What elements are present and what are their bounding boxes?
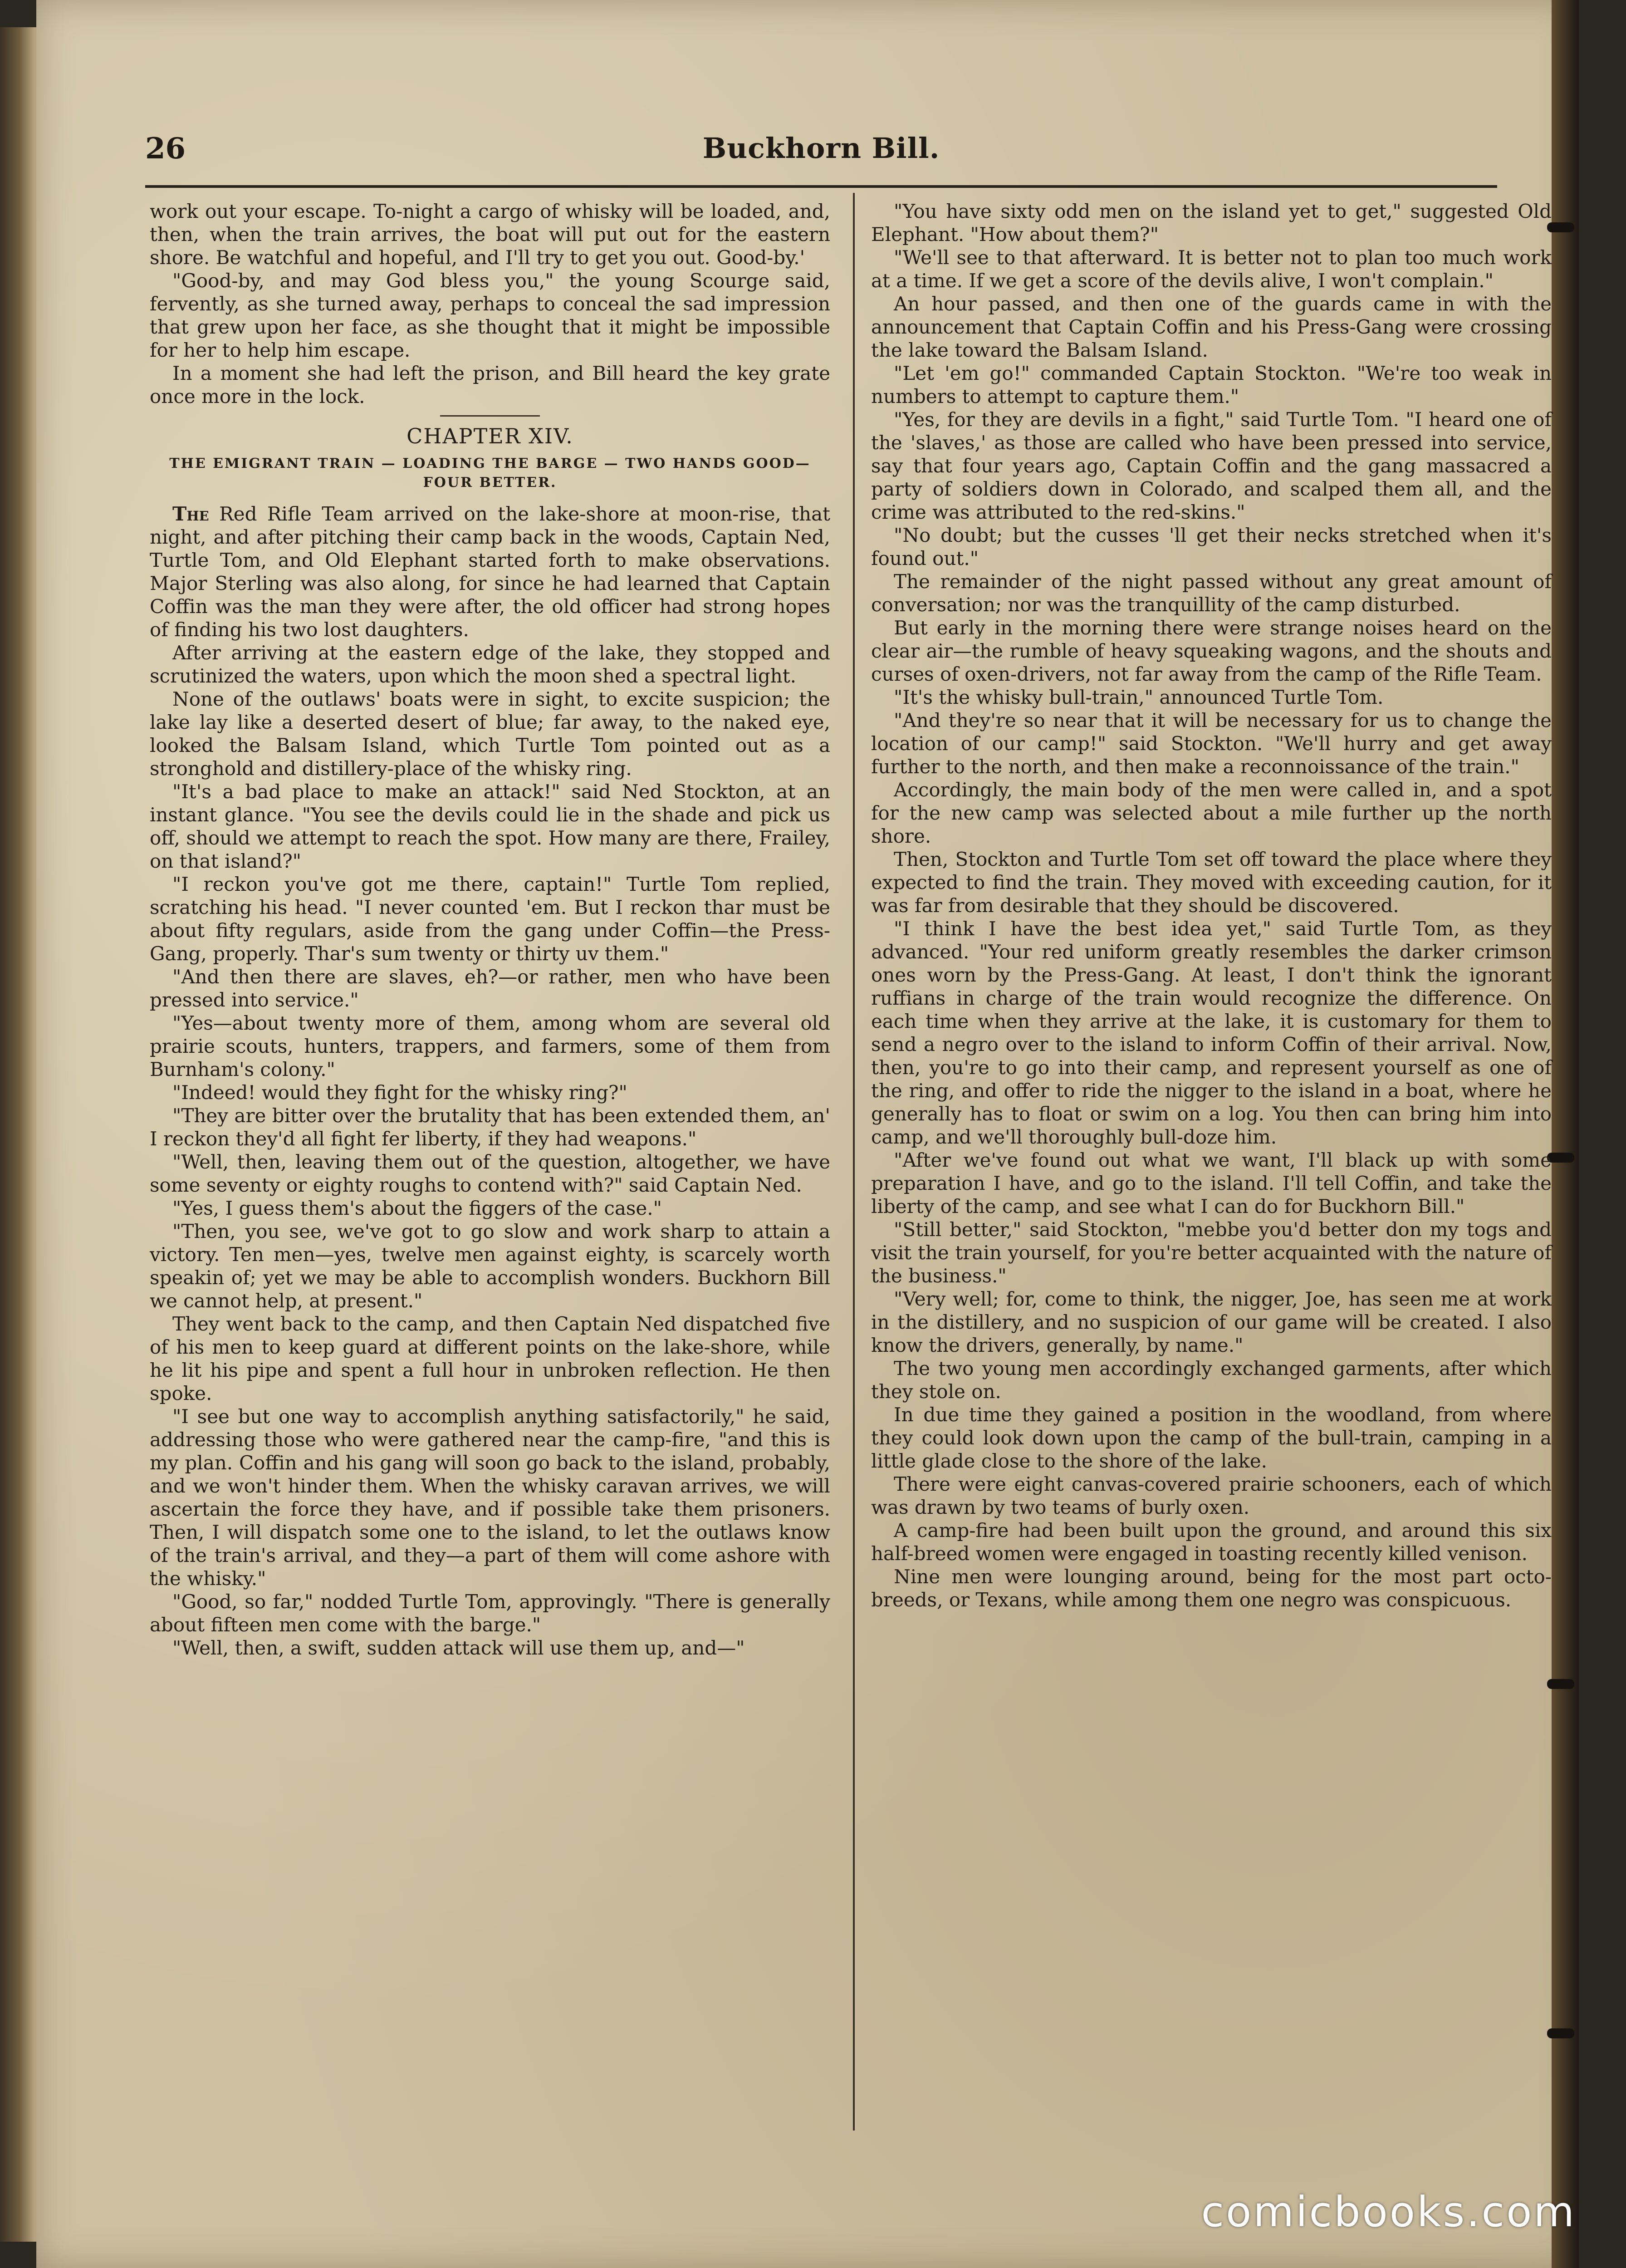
paragraph: Accordingly, the main body of the men were called in, and a spot for the new camp was selected about a mile further up the north shore. [871, 779, 1552, 847]
paragraph: "And they're so near that it will be necessary for us to change the location of our camp!" said Stockton. "We'll hurry and get away further to the north, and then make a reconnoissance of the train." [871, 709, 1552, 778]
paragraph: "We'll see to that afterward. It is better not to plan too much work at a time. If we get a score of the devils alive, I won't complain." [871, 246, 1552, 292]
paragraph: "Indeed! would they fight for the whisky ring?" [172, 1081, 627, 1104]
paragraph: None of the outlaws' boats were in sight, to excite suspicion; the lake lay like a deserted desert of blue; far away, to the naked eye, looked the Balsam Island, which Turtle Tom pointed out as a stronghold and distillery-place of the whisky ring. [150, 688, 830, 780]
paragraph: "I reckon you've got me there, captain!" Turtle Tom replied, scratching his head. "I never counted 'em. But I reckon thar must be about fifty regulars, aside from the gang under Coffin—the Press-Gang, properly. Thar's sum twenty or thirty uv them." [150, 873, 830, 965]
paragraph: "Good-by, and may God bless you," the young Scourge said, fervently, as she turned away, perhaps to conceal the sad impression that grew upon her face, as she thought that it might be impossible for her to help him escape. [150, 270, 830, 361]
chapter-rule [440, 415, 540, 417]
paragraph: "Still better," said Stockton, "mebbe you'd better don my togs and visit the train yourself, for you're better acquainted with the nature of the business." [871, 1218, 1552, 1287]
paragraph: They went back to the camp, and then Captain Ned dispatched five of his men to keep guard at different points on the lake-shore, while he lit his pipe and spent a full hour in unbroken reflection. He then spoke. [150, 1313, 830, 1404]
paragraph: In due time they gained a position in the woodland, from where they could look down upon the camp of the bull-train, camping in a little glade close to the shore of the lake. [871, 1404, 1552, 1472]
paragraph: "It's a bad place to make an attack!" said Ned Stockton, at an instant glance. "You see the devils could lie in the shade and pick us off, should we attempt to reach the spot. How many are there, Frailey, on that island?" [150, 781, 830, 872]
paragraph: "Very well; for, come to think, the nigger, Joe, has seen me at work in the distillery, and no suspicion of our game will be created. I also know the drivers, generally, by name." [871, 1288, 1552, 1356]
paragraph: "They are bitter over the brutality that has been extended them, an' I reckon they'd all fight fer liberty, if they had weapons." [150, 1105, 830, 1150]
paragraph: "Then, you see, we've got to go slow and work sharp to attain a victory. Ten men—yes, twelve men against eighty, is scarcely worth speakin of; yet we may be able to accomplish wonders. Buckhorn Bill we cannot help, at present." [150, 1220, 830, 1312]
paragraph: An hour passed, and then one of the guards came in with the announcement that Captain Coffin and his Press-Gang were crossing the lake toward the Balsam Island. [871, 293, 1552, 361]
opening-text: Red Rifle Team arrived on the lake-shore at moon-rise, that night, and after pitching their camp back in the woods, Captain Ned, Turtle Tom, and Old Elephant started forth to make observations. Major Sterling was also along, for since he had learned that Captain Coffin was the man they were after, the old officer had strong hopes of finding his two lost daughters. [150, 503, 830, 641]
paragraph: "No doubt; but the cusses 'll get their necks stretched when it's found out." [871, 524, 1552, 569]
page-number: 26 [145, 132, 186, 166]
binding-edge [1552, 0, 1579, 2268]
paragraph: "Yes, for they are devils in a fight," said Turtle Tom. "I heard one of the 'slaves,' as those are called who have been pressed into service, say that four years ago, Captain Coffin and the gang massacred a party of soldiers down in Colorado, and scalped them all, and the crime was attributed to the red-skins." [871, 408, 1552, 523]
column-divider [853, 193, 855, 2131]
paragraph: There were eight canvas-covered prairie schooners, each of which was drawn by two teams of burly oxen. [871, 1473, 1552, 1518]
chapter-opening-paragraph [150, 502, 830, 641]
paragraph: Nine men were lounging around, being for the most part octo-breeds, or Texans, while among them one negro was conspicuous. [871, 1566, 1552, 1611]
chapter-summary: THE EMIGRANT TRAIN — LOADING THE BARGE — TWO HANDS GOOD—FOUR BETTER. [169, 456, 811, 491]
paragraph: work out your escape. To-night a cargo of whisky will be loaded, and, then, when the train arrives, the boat will put out for the eastern shore. Be watchful and hopeful, and I'll try to get you out. Good-by.' [150, 200, 830, 269]
paragraph: Then, Stockton and Turtle Tom set off toward the place where they expected to find the train. They moved with exceeding caution, for it was far from desirable that they should be discovered. [871, 848, 1552, 917]
binding-hole [1547, 2028, 1574, 2038]
paragraph: "After we've found out what we want, I'll black up with some preparation I have, and go to the island. I'll tell Coffin, and take the liberty of the camp, and see what I can do for Buckhorn Bill." [871, 1149, 1552, 1217]
paragraph: The two young men accordingly exchanged garments, after which they stole on. [871, 1357, 1552, 1403]
paragraph: But early in the morning there were strange noises heard on the clear air—the rumble of heavy squeaking wagons, and the shouts and curses of oxen-drivers, not far away from the camp of the Rifle Team. [871, 617, 1552, 685]
paragraph: "Let 'em go!" commanded Captain Stockton. "We're too weak in numbers to attempt to capture them." [871, 362, 1552, 407]
running-title: Buckhorn Bill. [702, 132, 940, 165]
chapter-heading: CHAPTER XIV. [406, 424, 573, 448]
paragraph: "Yes—about twenty more of them, among whom are several old prairie scouts, hunters, trappers, and farmers, some of them from Burnham's colony." [150, 1012, 830, 1080]
paragraph: "And then there are slaves, eh?—or rather, men who have been pressed into service." [150, 966, 830, 1011]
left-column [150, 200, 830, 1659]
paragraph: "You have sixty odd men on the island yet to get," suggested Old Elephant. "How about them?" [871, 200, 1552, 245]
paragraph: A camp-fire had been built upon the ground, and around this six half-breed women were engaged in toasting recently killed venison. [871, 1519, 1552, 1565]
paragraph: "Well, then, a swift, sudden attack will use them up, and—" [172, 1637, 745, 1659]
binding-hole [1547, 1679, 1574, 1689]
header-rule [145, 185, 1497, 188]
right-column [871, 200, 1552, 1611]
opening-word: The [172, 503, 209, 525]
paragraph: "Yes, I guess them's about the figgers of the case." [172, 1197, 662, 1219]
paragraph: "I see but one way to accomplish anything satisfactorily," he said, addressing those who were gathered near the camp-fire, "and this is my plan. Coffin and his gang will soon go back to the island, probably, and we won't hinder them. When the whisky caravan arrives, we will ascertain the force they have, and if possible take them prisoners. Then, I will dispatch some one to the island, to let the outlaws know of the train's arrival, and they—a part of them will come ashore with the whisky." [150, 1405, 830, 1590]
paragraph: In a moment she had left the prison, and Bill heard the key grate once more in the lock. [150, 362, 830, 407]
page-header [145, 132, 1497, 186]
paragraph: After arriving at the eastern edge of the lake, they stopped and scrutinized the waters, upon which the moon shed a spectral light. [150, 642, 830, 687]
site-watermark: comicbooks.com [1201, 2188, 1576, 2236]
paragraph: The remainder of the night passed without any great amount of conversation; nor was the tranquillity of the camp disturbed. [871, 570, 1552, 616]
paragraph: "Well, then, leaving them out of the question, altogether, we have some seventy or eighty roughs to contend with?" said Captain Ned. [150, 1151, 830, 1196]
paragraph: "I think I have the best idea yet," said Turtle Tom, as they advanced. "Your red uniform greatly resembles the darker crimson ones worn by the Press-Gang. At least, I don't think the ignorant ruffians in charge of the train would recognize the difference. On each time when they arrive at the lake, it is customary for them to send a negro over to the island to inform Coffin of their arrival. Now, then, you're to go into their camp, and represent yourself as one of the ring, and offer to ride the nigger to the island in a boat, where he generally has to float or swim on a log. You then can bring him into camp, and we'll thoroughly bull-doze him. [871, 918, 1552, 1148]
paragraph: "It's the whisky bull-train," announced Turtle Tom. [894, 686, 1384, 708]
paragraph: "Good, so far," nodded Turtle Tom, approvingly. "There is generally about fifteen men come with the barge." [150, 1591, 830, 1636]
